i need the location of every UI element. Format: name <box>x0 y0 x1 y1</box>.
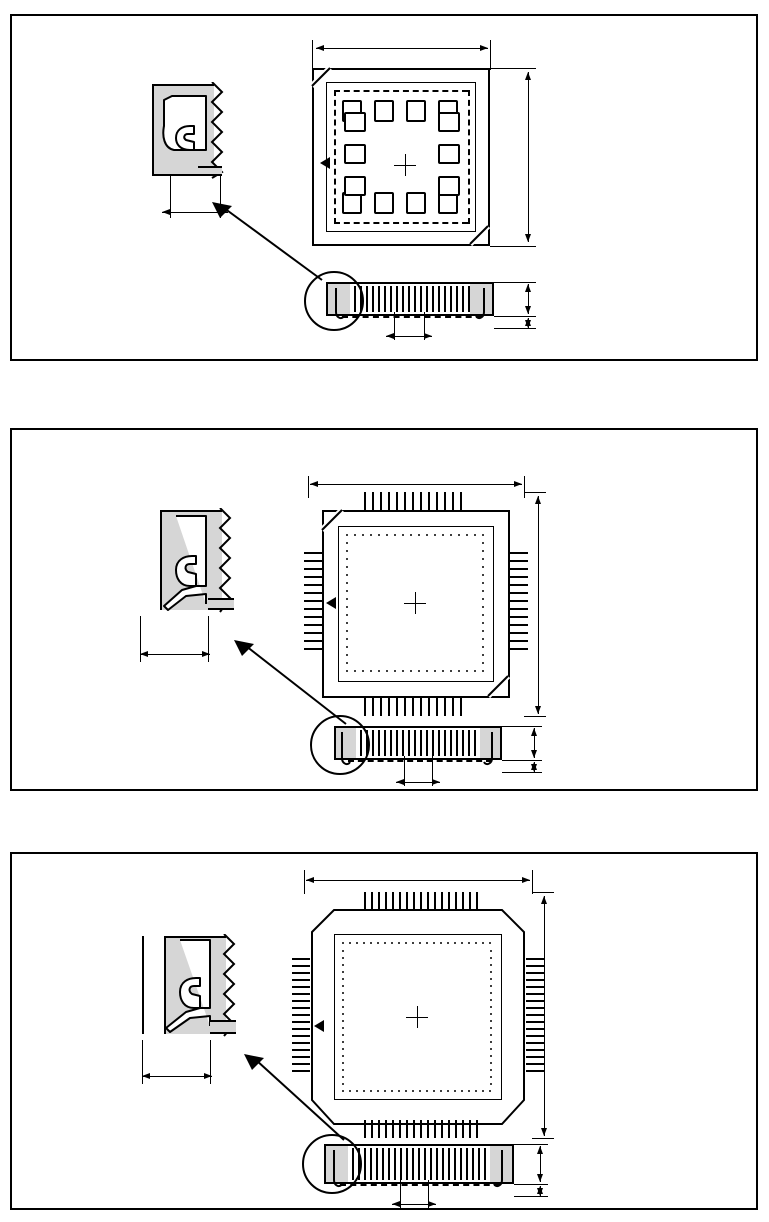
inner-lead-tips-right <box>482 542 486 670</box>
panel-1-plcc-28 <box>10 14 758 361</box>
pin-1-indicator-icon <box>326 596 342 610</box>
top-view-width-dimension <box>306 880 530 881</box>
seating-plane <box>340 1184 500 1186</box>
side-leads <box>354 286 468 312</box>
lead-pitch-dimension <box>392 1204 436 1205</box>
pin-1-indicator-icon <box>314 1019 330 1033</box>
side-leads <box>360 730 476 756</box>
top-view-height-dimension <box>538 496 539 714</box>
top-view-width-dimension <box>316 48 488 49</box>
side-lead-foot-right <box>474 288 490 326</box>
panel-2-plcc-44 <box>10 428 758 791</box>
top-view-height-dimension <box>528 72 529 242</box>
lead-pitch-dimension <box>386 336 432 337</box>
inner-lead-tips-bottom <box>346 670 486 674</box>
side-view-height-dimension <box>534 728 535 758</box>
side-view-height-dimension <box>528 284 529 314</box>
seating-plane <box>342 316 482 318</box>
detail-leader-arrow <box>234 640 354 736</box>
leads-right <box>438 112 460 204</box>
leads-top <box>364 492 468 510</box>
top-view-width-dimension <box>310 484 522 485</box>
lead-detail-width-dimension <box>142 1076 212 1077</box>
standoff-height-dimension <box>534 762 535 772</box>
top-view-height-dimension <box>544 896 545 1136</box>
lead-detail-width-dimension <box>140 654 210 655</box>
leads-right <box>526 958 544 1070</box>
leads-bottom <box>364 1120 476 1138</box>
standoff-height-dimension <box>540 1186 541 1196</box>
detail-leader-arrow <box>244 1054 354 1154</box>
inner-lead-tips-top <box>346 534 486 538</box>
inner-lead-tips-top <box>342 942 494 946</box>
side-lead-foot-right <box>482 732 498 772</box>
standoff-height-dimension <box>528 318 529 328</box>
panel-3-plcc-68 <box>10 852 758 1210</box>
inner-lead-tips-right <box>490 950 494 1094</box>
center-crosshair <box>394 154 416 176</box>
leads-right <box>510 552 528 656</box>
center-crosshair <box>406 1006 428 1028</box>
center-crosshair <box>404 592 426 614</box>
side-lead-foot-right <box>492 1150 508 1194</box>
leads-bottom <box>364 698 468 716</box>
pin-1-indicator-icon <box>320 156 336 170</box>
leads-top <box>364 892 476 910</box>
seating-plane <box>348 760 492 762</box>
side-leads <box>352 1148 484 1180</box>
inner-lead-tips-bottom <box>342 1090 494 1094</box>
lead-pitch-dimension <box>396 782 440 783</box>
leads-left <box>344 112 366 204</box>
side-view-height-dimension <box>540 1146 541 1182</box>
detail-leader-arrow <box>212 202 332 292</box>
